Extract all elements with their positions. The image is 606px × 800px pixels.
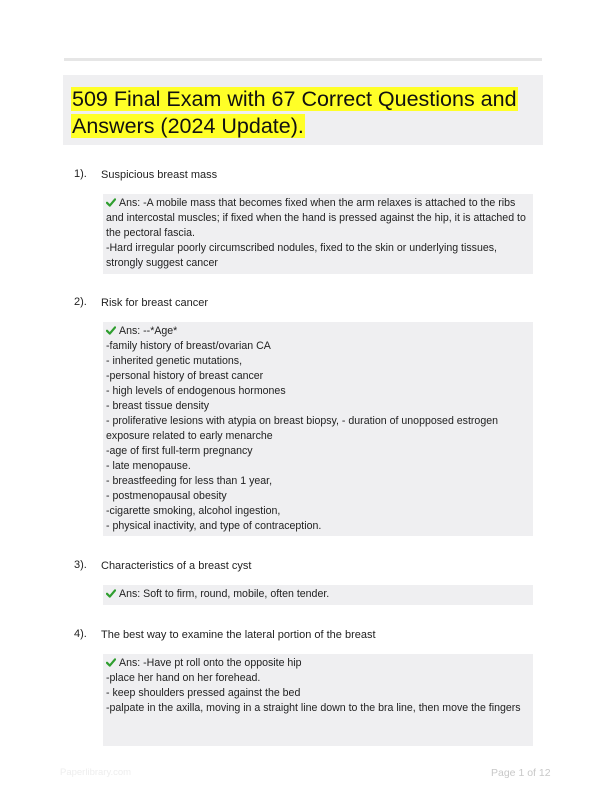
answer-line: -Hard irregular poorly circumscribed nodules, fixed to the skin or underlying tissues, (106, 242, 497, 254)
answer-box (103, 654, 533, 746)
question-text: Suspicious breast mass (101, 169, 218, 181)
answer-line: Ans: -Have pt roll onto the opposite hip (119, 657, 302, 669)
answer-box (103, 322, 533, 536)
answer-line: -personal history of breast cancer (106, 370, 264, 382)
check-icon (106, 658, 116, 667)
answer-box (103, 194, 533, 274)
answer-line: - breast tissue density (106, 400, 210, 412)
answer-line: - postmenopausal obesity (106, 490, 227, 502)
answer-line: -place her hand on her forehead. (106, 672, 261, 684)
page-number: Page 1 of 12 (491, 767, 551, 779)
answer-line: - breastfeeding for less than 1 year, (106, 475, 273, 487)
answer-line: Ans: Soft to firm, round, mobile, often tender. (119, 588, 330, 600)
answer-line: - keep shoulders pressed against the bed (106, 687, 301, 699)
answer-line: - late menopause. (106, 460, 191, 472)
page-title (71, 86, 525, 139)
answer-line: -palpate in the axilla, moving in a straight line down to the bra line, then move the fingers (106, 702, 521, 714)
check-icon (106, 326, 116, 335)
answer-line: -cigarette smoking, alcohol ingestion, (106, 505, 281, 517)
footer-watermark: Paperlibrary.com (60, 767, 132, 778)
question-number: 3). (74, 559, 87, 571)
answer-line: - inherited genetic mutations, (106, 355, 243, 367)
answer-line: - high levels of endogenous hormones (106, 385, 286, 397)
answer-line: - proliferative lesions with atypia on breast biopsy, - duration of unopposed estrogen (106, 415, 498, 427)
question-number: 1). (74, 168, 87, 180)
answer-line: exposure related to early menarche (106, 430, 273, 442)
question-text: Risk for breast cancer (101, 297, 208, 309)
answer-line: - physical inactivity, and type of contraception. (106, 520, 322, 532)
question-text: Characteristics of a breast cyst (101, 560, 252, 572)
check-icon (106, 589, 116, 598)
title-block (63, 75, 543, 145)
answer-line: Ans: --*Age* (119, 325, 178, 337)
check-icon (106, 198, 116, 207)
answer-line: and intercostal muscles; if fixed when the hand is pressed against the hip, it is attached to (106, 212, 526, 224)
answer-box (103, 585, 533, 605)
answer-line: the pectoral fascia. (106, 227, 195, 239)
question-text: The best way to examine the lateral portion of the breast (101, 629, 376, 641)
answer-line: Ans: -A mobile mass that becomes fixed when the arm relaxes is attached to the ribs (119, 197, 516, 209)
answer-line: strongly suggest cancer (106, 257, 218, 269)
page-title-text: 509 Final Exam with 67 Correct Questions and Answers (2024 Update). (72, 87, 517, 138)
question-number: 4). (74, 628, 87, 640)
question-number: 2). (74, 296, 87, 308)
answer-line: -family history of breast/ovarian CA (106, 340, 271, 352)
top-divider (64, 58, 542, 61)
answer-line: -age of first full-term pregnancy (106, 445, 253, 457)
